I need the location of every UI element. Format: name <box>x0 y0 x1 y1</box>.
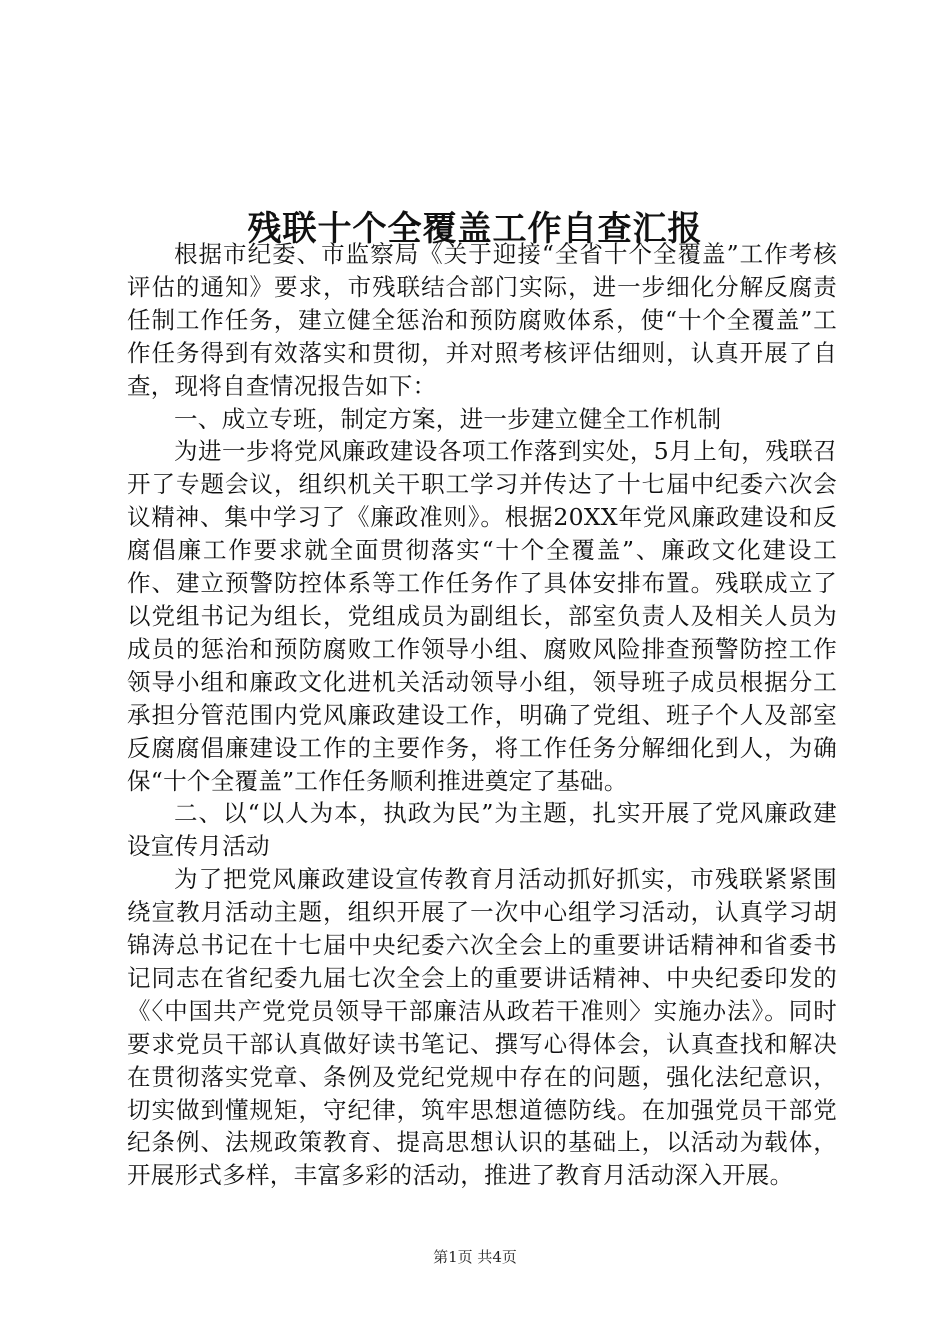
document-title: 残联十个全覆盖工作自查汇报 <box>247 208 703 249</box>
document-body <box>127 238 837 1192</box>
paragraph-intro: 根据市纪委、市监察局《关于迎接“全省十个全覆盖”工作考核评估的通知》要求，市残联结合部门实际，进一步细化分解反腐责任制工作任务，建立健全惩治和预防腐败体系，使“十个全覆盖”工作任务得到有效落实和贯彻，并对照考核评估细则，认真开展了自查，现将自查情况报告如下： <box>127 240 837 400</box>
section-heading-1: 一、成立专班，制定方案，进一步建立健全工作机制 <box>174 404 722 433</box>
paragraph-section-1: 为进一步将党风廉政建设各项工作落到实处，5月上旬，残联召开了专题会议，组织机关干职工学习并传达了十七届中纪委六次会议精神、集中学习了《廉政准则》。根据20XX年党风廉政建设和反腐倡廉工作要求就全面贯彻落实“十个全覆盖”、廉政文化建设工作、建立预警防控体系等工作任务作了具体安排布置。残联成立了以党组书记为组长，党组成员为副组长，部室负责人及相关人员为成员的惩治和预防腐败工作领导小组、腐败风险排查预警防控工作领导小组和廉政文化进机关活动领导小组，领导班子成员根据分工承担分管范围内党风廉政建设工作，明确了党组、班子个人及部室反腐腐倡廉建设工作的主要作务，将工作任务分解细化到人，为确保“十个全覆盖”工作任务顺利推进奠定了基础。 <box>127 437 837 795</box>
page-number-footer: 第1页 共4页 <box>433 1248 517 1266</box>
section-heading-2: 二、以“以人为本，执政为民”为主题，扎实开展了党风廉政建设宣传月活动 <box>127 799 837 861</box>
paragraph-section-2: 为了把党风廉政建设宣传教育月活动抓好抓实，市残联紧紧围绕宣教月活动主题，组织开展了一次中心组学习活动，认真学习胡锦涛总书记在十七届中央纪委六次全会上的重要讲话精神和省委书记同志在省纪委九届七次全会上的重要讲话精神、中央纪委印发的《〈中国共产党党员领导干部廉洁从政若干准则〉实施办法》。同时要求党员干部认真做好读书笔记、撰写心得体会，认真查找和解决在贯彻落实党章、条例及党纪党规中存在的问题，强化法纪意识，切实做到懂规矩，守纪律，筑牢思想道德防线。在加强党员干部党纪条例、法规政策教育、提高思想认识的基础上，以活动为载体，开展形式多样，丰富多彩的活动，推进了教育月活动深入开展。 <box>127 865 837 1190</box>
